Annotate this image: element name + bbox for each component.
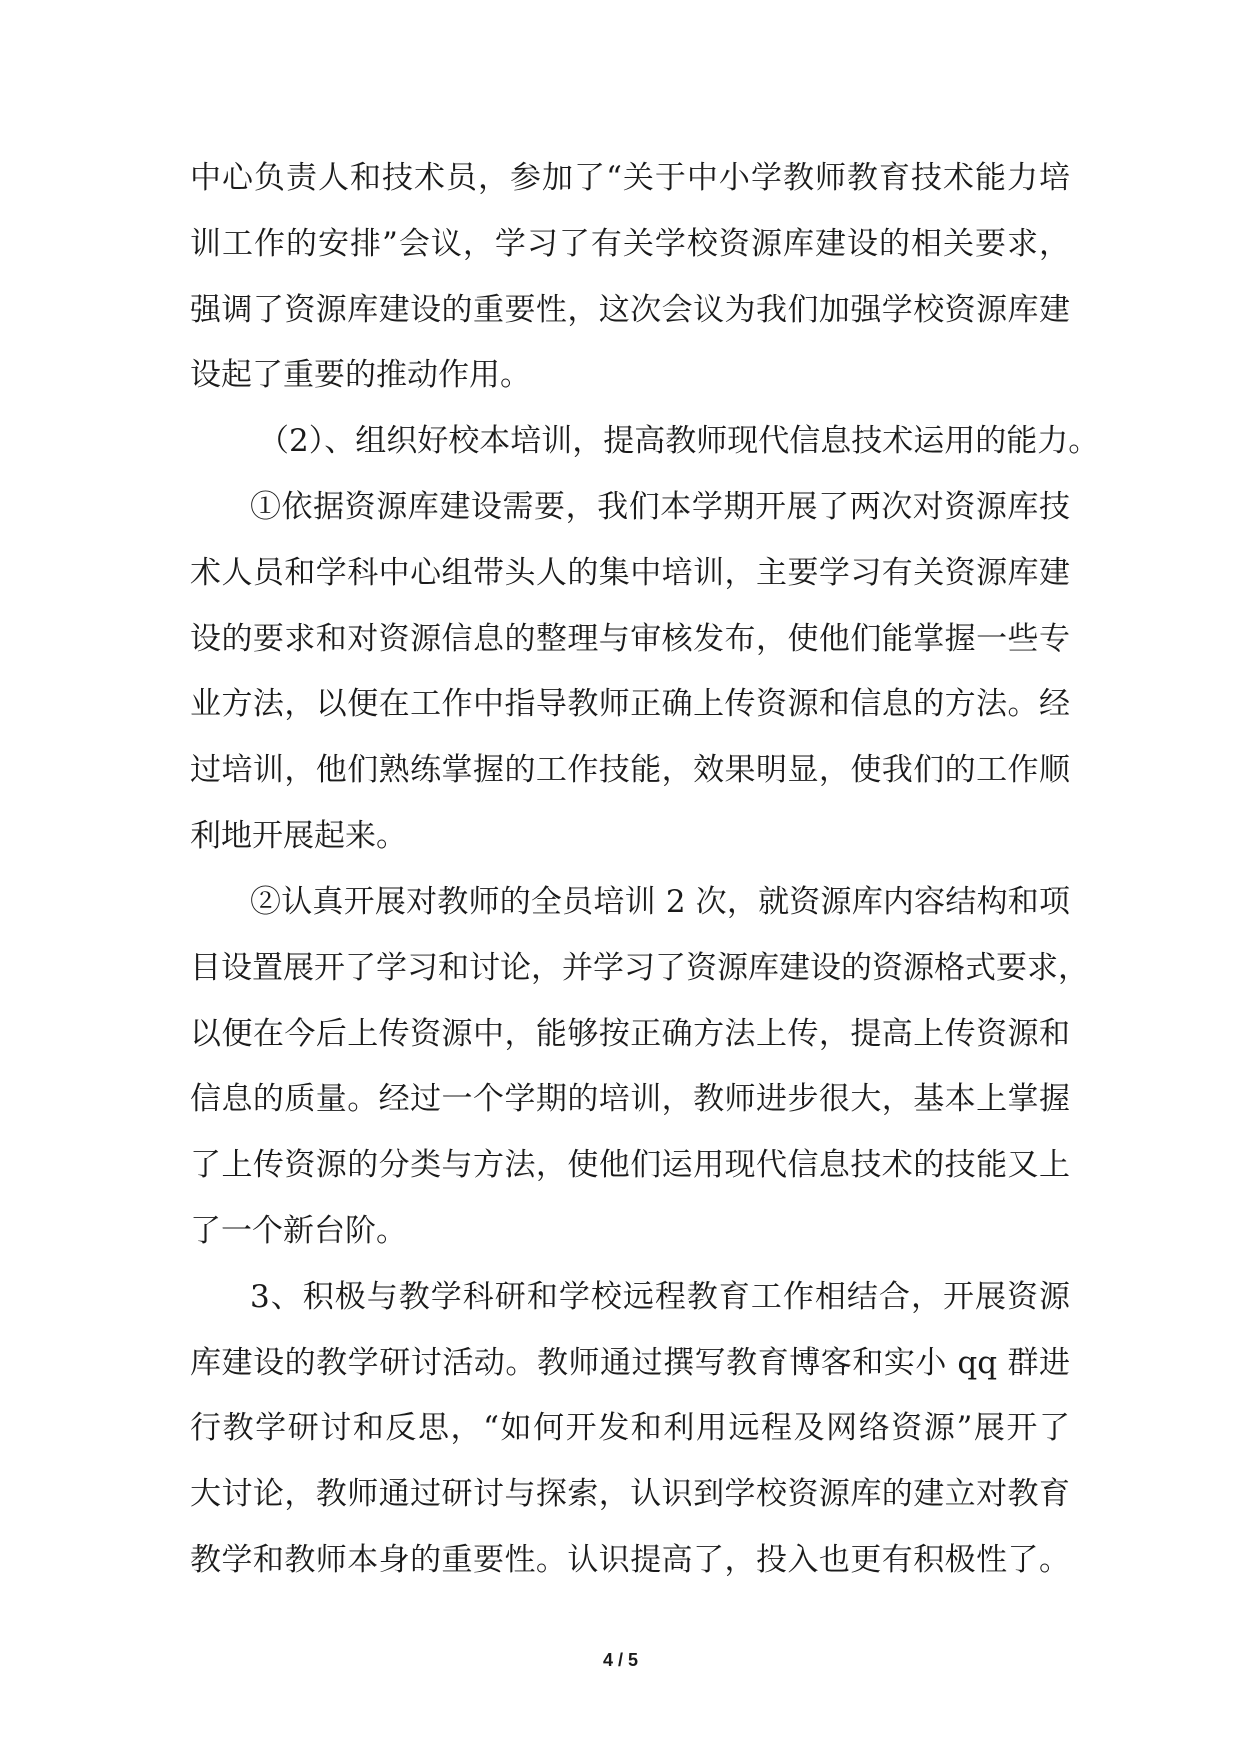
paragraph-line: 强调了资源库建设的重要性，这次会议为我们加强学校资源库建	[190, 292, 1070, 328]
paragraph-line: ①依据资源库建设需要，我们本学期开展了两次对资源库技	[250, 489, 1070, 525]
paragraph-line: 过培训，他们熟练掌握的工作技能，效果明显，使我们的工作顺	[190, 752, 1070, 788]
paragraph-line: 行教学研讨和反思，“如何开发和利用远程及网络资源”展开了	[190, 1410, 1070, 1446]
paragraph-line: 大讨论，教师通过研讨与探索，认识到学校资源库的建立对教育	[190, 1476, 1070, 1512]
paragraph-line: 教学和教师本身的重要性。认识提高了，投入也更有积极性了。	[190, 1542, 1070, 1578]
paragraph-line: 了一个新台阶。	[190, 1213, 407, 1249]
paragraph-line: 3、积极与教学科研和学校远程教育工作相结合，开展资源	[250, 1279, 1070, 1315]
paragraph-line: 训工作的安排”会议，学习了有关学校资源库建设的相关要求，	[190, 226, 1070, 262]
paragraph-line: 术人员和学科中心组带头人的集中培训，主要学习有关资源库建	[190, 555, 1070, 591]
page-number: 4 / 5	[602, 1650, 639, 1670]
paragraph-line: 利地开展起来。	[190, 818, 407, 854]
paragraph-line: 了上传资源的分类与方法，使他们运用现代信息技术的技能又上	[190, 1147, 1070, 1183]
paragraph-line: 信息的质量。经过一个学期的培训，教师进步很大，基本上掌握	[190, 1081, 1070, 1117]
paragraph-line: ②认真开展对教师的全员培训 2 次，就资源库内容结构和项	[250, 884, 1070, 920]
paragraph-line: 中心负责人和技术员，参加了“关于中小学教师教育技术能力培	[190, 160, 1070, 196]
paragraph-line: 业方法，以便在工作中指导教师正确上传资源和信息的方法。经	[190, 686, 1070, 722]
paragraph-line: 目设置展开了学习和讨论，并学习了资源库建设的资源格式要求，	[190, 950, 1089, 986]
paragraph-line: 库建设的教学研讨活动。教师通过撰写教育博客和实小 qq 群进	[190, 1345, 1070, 1381]
section-heading: （2）、组织好校本培训，提高教师现代信息技术运用的能力。	[258, 423, 1100, 459]
paragraph-line: 设起了重要的推动作用。	[190, 357, 531, 393]
paragraph-line: 以便在今后上传资源中，能够按正确方法上传，提高上传资源和	[190, 1016, 1070, 1052]
paragraph-line: 设的要求和对资源信息的整理与审核发布，使他们能掌握一些专	[190, 621, 1070, 657]
